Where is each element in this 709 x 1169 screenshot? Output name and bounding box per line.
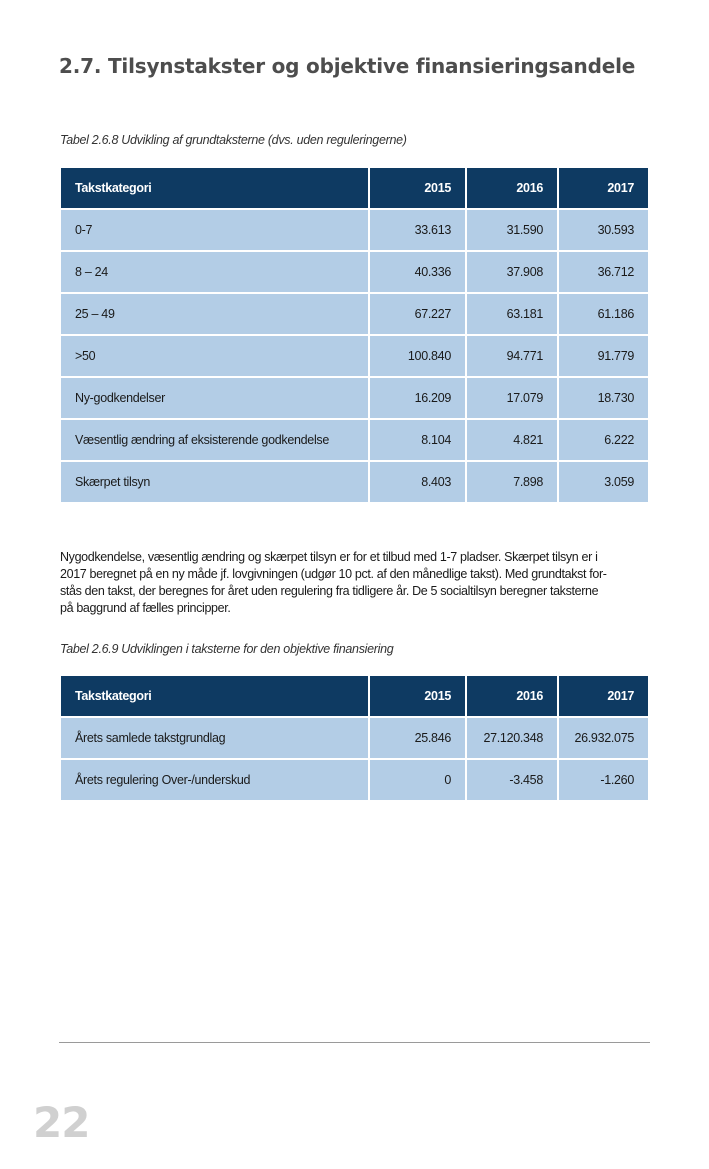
table2-caption: Tabel 2.6.9 Udviklingen i taksterne for den objektive finansiering [60, 642, 394, 656]
column-header-2015: 2015 [370, 168, 465, 208]
column-header-category: Takstkategori [61, 676, 368, 716]
table-row [61, 252, 648, 292]
cell-2016: 27.120.348 [467, 718, 557, 758]
column-header-2016: 2016 [467, 676, 557, 716]
cell-2015: 16.209 [370, 378, 465, 418]
cell-2016: 7.898 [467, 462, 557, 502]
cell-2017: 6.222 [559, 420, 648, 460]
table-row [61, 210, 648, 250]
column-header-2017: 2017 [559, 676, 648, 716]
cell-category: Skærpet tilsyn [61, 462, 368, 502]
cell-2017: 61.186 [559, 294, 648, 334]
cell-category: 8 – 24 [61, 252, 368, 292]
column-header-2015: 2015 [370, 676, 465, 716]
cell-2016: 31.590 [467, 210, 557, 250]
cell-2017: -1.260 [559, 760, 648, 800]
explanatory-paragraph [60, 549, 660, 617]
paragraph-line: 2017 beregnet på en ny måde jf. lovgivningen (udgør 10 pct. af den månedlige takst). Med grundtakst for- [60, 567, 607, 581]
cell-2017: 26.932.075 [559, 718, 648, 758]
footer-divider [59, 1042, 650, 1043]
page-number: 22 [33, 1098, 90, 1147]
table-row [61, 718, 648, 758]
cell-2015: 100.840 [370, 336, 465, 376]
cell-category: Ny-godkendelser [61, 378, 368, 418]
cell-2015: 0 [370, 760, 465, 800]
cell-category: Væsentlig ændring af eksisterende godkendelse [61, 420, 368, 460]
cell-category: Årets regulering Over-/underskud [61, 760, 368, 800]
cell-2015: 8.403 [370, 462, 465, 502]
cell-2017: 36.712 [559, 252, 648, 292]
cell-2015: 8.104 [370, 420, 465, 460]
table-header-row [61, 676, 648, 716]
cell-2015: 40.336 [370, 252, 465, 292]
cell-2016: 37.908 [467, 252, 557, 292]
cell-category: >50 [61, 336, 368, 376]
table-row [61, 462, 648, 502]
objektiv-finansiering-table [59, 674, 650, 802]
paragraph-line: stås den takst, der beregnes for året uden regulering fra tidligere år. De 5 socialtilsyn beregner taksterne [60, 584, 599, 598]
table-row [61, 336, 648, 376]
cell-2017: 3.059 [559, 462, 648, 502]
cell-2017: 30.593 [559, 210, 648, 250]
paragraph-line: Nygodkendelse, væsentlig ændring og skærpet tilsyn er for et tilbud med 1-7 pladser. Skærpet tilsyn er i [60, 550, 598, 564]
cell-2016: -3.458 [467, 760, 557, 800]
paragraph-line: på baggrund af fælles principper. [60, 601, 231, 615]
table1-caption: Tabel 2.6.8 Udvikling af grundtaksterne (dvs. uden reguleringerne) [60, 133, 407, 147]
table-header-row [61, 168, 648, 208]
table-row [61, 760, 648, 800]
cell-2016: 94.771 [467, 336, 557, 376]
cell-2015: 25.846 [370, 718, 465, 758]
cell-2016: 17.079 [467, 378, 557, 418]
table-row [61, 378, 648, 418]
grundtakster-table [59, 166, 650, 504]
cell-2015: 67.227 [370, 294, 465, 334]
cell-category: 0-7 [61, 210, 368, 250]
cell-category: Årets samlede takstgrundlag [61, 718, 368, 758]
cell-2017: 18.730 [559, 378, 648, 418]
table-row [61, 420, 648, 460]
cell-2016: 4.821 [467, 420, 557, 460]
column-header-2016: 2016 [467, 168, 557, 208]
cell-2015: 33.613 [370, 210, 465, 250]
cell-2017: 91.779 [559, 336, 648, 376]
column-header-2017: 2017 [559, 168, 648, 208]
table-row [61, 294, 648, 334]
column-header-category: Takstkategori [61, 168, 368, 208]
cell-category: 25 – 49 [61, 294, 368, 334]
cell-2016: 63.181 [467, 294, 557, 334]
section-heading: 2.7. Tilsynstakster og objektive finansieringsandele [59, 54, 636, 78]
